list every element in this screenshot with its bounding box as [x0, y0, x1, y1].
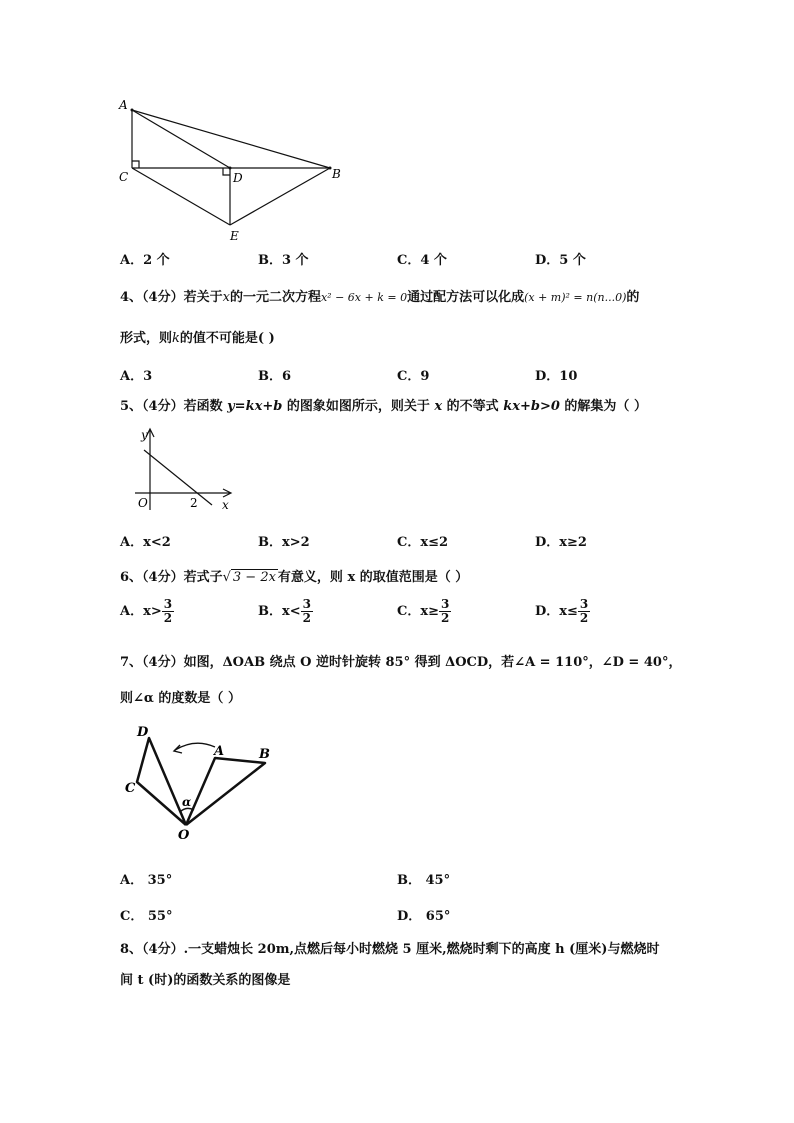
q3-option-b[interactable]: B．3 个 — [258, 253, 309, 268]
label-E: E — [230, 229, 239, 243]
fig7-label-B: B — [259, 747, 270, 762]
q6-question: 6、（4分）若式子√ 3 − 2x 有意义，则 x 的取值范围是（ ） — [120, 570, 469, 585]
fig7-label-D: D — [137, 725, 149, 740]
q3-option-a[interactable]: A．2 个 — [120, 253, 170, 268]
graph-y-label: y — [141, 428, 148, 442]
q6-radicand: 3 − 2x — [232, 570, 276, 585]
q4-option-d[interactable]: D．10 — [535, 369, 578, 384]
q3-geometry-figure — [110, 95, 350, 245]
q4-question-line2: 形式，则k的值不可能是( ) — [120, 331, 275, 346]
graph-x-label: x — [222, 498, 229, 512]
q7-option-d[interactable]: D． 65° — [397, 909, 451, 924]
fig7-label-alpha: α — [182, 795, 192, 809]
label-C: C — [119, 170, 129, 184]
q6-option-c[interactable]: C．x≥ $\frac{3}{2}$ — [397, 597, 450, 625]
q6-option-a[interactable]: A．x> $\frac{3}{2}$ — [120, 597, 173, 625]
q5-option-a[interactable]: A．x<2 — [120, 535, 171, 550]
q7-option-c[interactable]: C． 55° — [120, 909, 173, 924]
q6-option-d[interactable]: D．x≤ $\frac{3}{2}$ — [535, 597, 589, 625]
q4-option-a[interactable]: A．3 — [120, 369, 153, 384]
q7-option-a[interactable]: A． 35° — [120, 873, 173, 888]
graph-tick-label: 2 — [190, 496, 198, 510]
q5-linear-graph — [130, 425, 240, 515]
q5-option-b[interactable]: B．x>2 — [258, 535, 310, 550]
q5-option-c[interactable]: C．x≤2 — [397, 535, 449, 550]
q8-question-line1: 8、（4分）.一支蜡烛长 20m,点燃后每小时燃烧 5 厘米,燃烧时剩下的高度 h (厘米)与燃烧时 — [120, 942, 660, 957]
fig7-label-O: O — [178, 828, 190, 840]
q7-option-b[interactable]: B． 45° — [397, 873, 451, 888]
fig7-label-C: C — [125, 781, 136, 796]
q3-option-c[interactable]: C．4 个 — [397, 253, 447, 268]
q3-option-d[interactable]: D．5 个 — [535, 253, 586, 268]
q5-question: 5、（4分）若函数 y=kx+b 的图象如图所示，则关于 x 的不等式 kx+b>0 的解集为（ ） — [120, 399, 647, 414]
label-A: A — [119, 98, 128, 112]
q4-option-b[interactable]: B．6 — [258, 369, 292, 384]
graph-origin-label: O — [138, 496, 148, 510]
q7-question-line1: 7、（4分）如图，ΔOAB 绕点 O 逆时针旋转 85° 得到 ΔOCD，若∠A = 110°，∠D = 40°， — [120, 655, 682, 670]
label-B: B — [332, 167, 341, 181]
q4-option-c[interactable]: C．9 — [397, 369, 430, 384]
q7-rotation-figure — [120, 720, 280, 840]
q4-question-line1: 4、（4分）若关于x的一元二次方程x² − 6x + k = 0通过配方法可以化成(x + m)² = n(n...0)的 — [120, 290, 640, 305]
q7-question-line2: 则∠α 的度数是（ ） — [120, 691, 241, 706]
q6-option-b[interactable]: B．x< $\frac{3}{2}$ — [258, 597, 311, 625]
fig7-label-A: A — [214, 744, 225, 759]
q8-question-line2: 间 t (时)的函数关系的图像是 — [120, 973, 291, 988]
label-D: D — [233, 171, 243, 185]
q5-option-d[interactable]: D．x≥2 — [535, 535, 587, 550]
